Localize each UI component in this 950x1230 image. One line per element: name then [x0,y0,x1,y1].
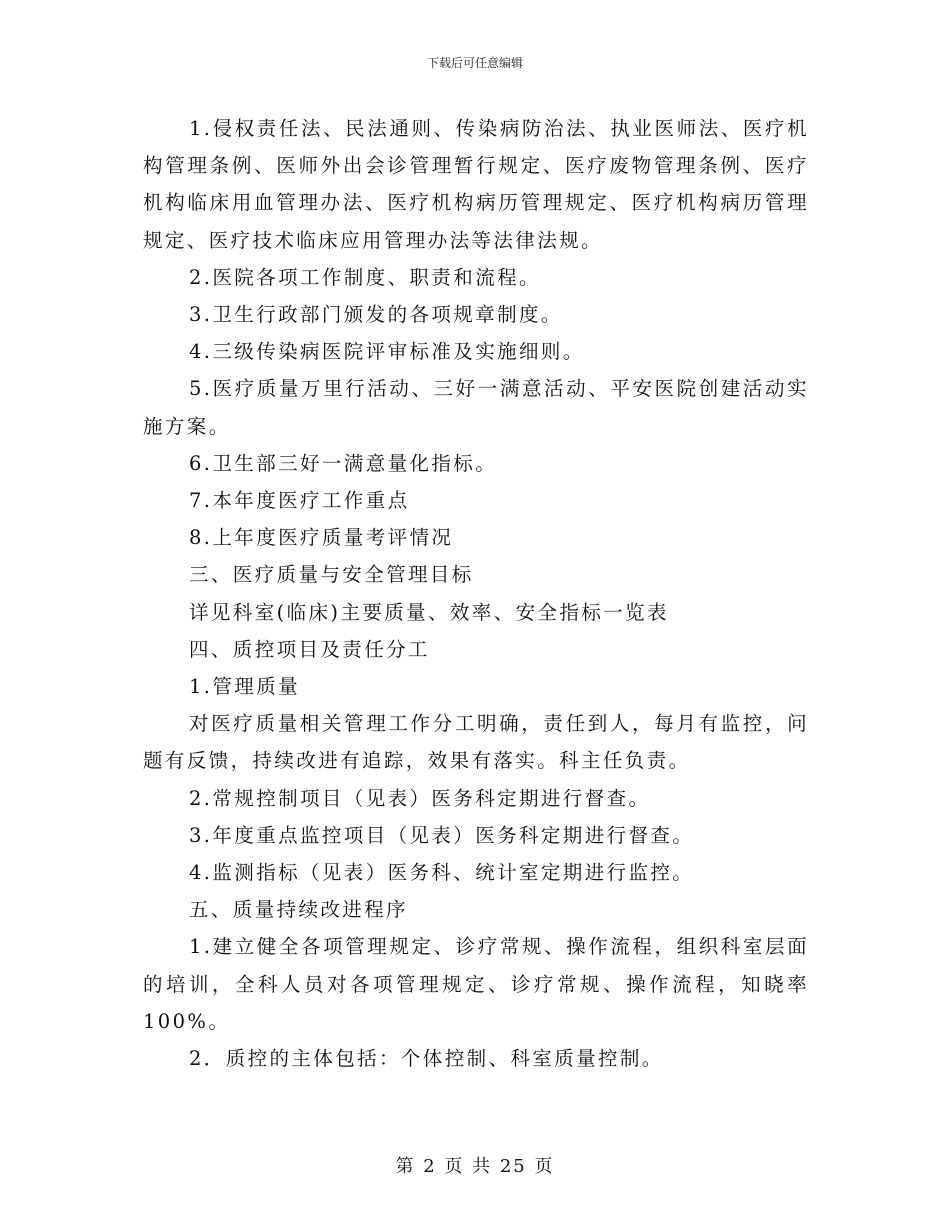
paragraph-5: 5.医疗质量万里行活动、三好一满意活动、平安医院创建活动实施方案。 [143,377,809,438]
paragraph-16: 4.监测指标（见表）医务科、统计室定期进行监控。 [189,861,695,885]
paragraph-1: 1.侵权责任法、民法通则、传染病防治法、执业医师法、医疗机构管理条例、医师外出会诊管理暂行规定、医疗废物管理条例、医疗机构临床用血管理办法、医疗机构病历管理规定、医疗机构病历管理规定、医疗技术临床应用管理办法等法律法规。 [143,117,809,252]
section-heading-5: 五、质量持续改进程序 [189,898,409,922]
paragraph-6: 6.卫生部三好一满意量化指标。 [189,451,498,475]
paragraph-19: 2．质控的主体包括：个体控制、科室质量控制。 [189,1047,664,1071]
paragraph-10: 详见科室(临床)主要质量、效率、安全指标一览表 [189,600,669,624]
paragraph-7: 7.本年度医疗工作重点 [189,489,410,513]
paragraph-15: 3.年度重点监控项目（见表）医务科定期进行督查。 [189,823,695,847]
paragraph-8: 8.上年度医疗质量考评情况 [189,526,454,550]
page-number: 第 2 页 共 25 页 [395,1156,555,1177]
paragraph-2: 2.医院各项工作制度、职责和流程。 [189,265,541,289]
section-heading-3: 三、医疗质量与安全管理目标 [189,563,474,587]
section-heading-4: 四、质控项目及责任分工 [189,637,430,661]
paragraph-4: 4.三级传染病医院评审标准及实施细则。 [189,340,585,364]
paragraph-18: 1.建立健全各项管理规定、诊疗常规、操作流程，组织科室层面的培训，全科人员对各项管理规定、诊疗常规、操作流程，知晓率100%。 [143,935,809,1033]
paragraph-14: 2.常规控制项目（见表）医务科定期进行督查。 [189,786,651,810]
paragraph-12: 1.管理质量 [189,675,301,699]
paragraph-3: 3.卫生行政部门颁发的各项规章制度。 [189,303,563,327]
page-header-note: 下载后可任意编辑 [426,56,523,70]
document-body [143,110,809,1077]
paragraph-13: 对医疗质量相关管理工作分工明确，责任到人，每月有监控，问题有反馈，持续改进有追踪，效果有落实。科主任负责。 [143,712,809,773]
